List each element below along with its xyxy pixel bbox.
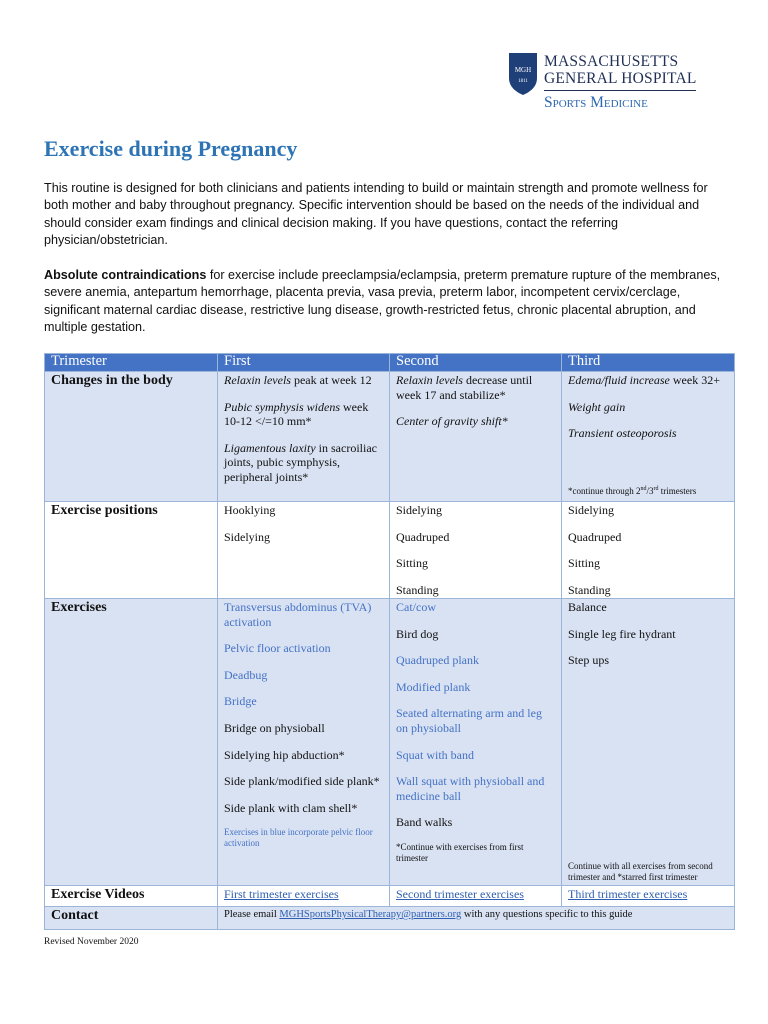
exercise-item: Transversus abdominus (TVA) activation (224, 600, 372, 629)
page-title: Exercise during Pregnancy (44, 136, 298, 161)
exercise-item: Band walks (396, 815, 453, 830)
contact-cell: Please email MGHSportsPhysicalTherapy@partners.org with any questions specific to this guide (218, 907, 735, 930)
exercises-third (562, 599, 735, 886)
row-positions (45, 502, 735, 599)
row-videos (45, 886, 735, 907)
exercise-item: Pelvic floor activation (224, 641, 331, 656)
row-changes (45, 372, 735, 502)
exercises-second (390, 599, 562, 886)
exercises-third-note: Continue with all exercises from second trimester and *starred first trimester (568, 861, 713, 882)
exercises-first-note: Exercises in blue incorporate pelvic floor activation (224, 827, 373, 849)
table-header-row (45, 354, 735, 372)
contraindications-paragraph (44, 267, 734, 337)
videos-second-cell (390, 886, 562, 907)
revision-note: Revised November 2020 (44, 937, 139, 947)
contraindications-text: for exercise include preeclampsia/eclampsia, preterm premature rupture of the membranes, severe anemia, antepartum hemorrhage, placenta previa, vasa previa, preterm labor, incompetent cervix/cerclage, significant maternal cardiac disease, restrictive lung disease, growth-restricted fetus, chronic placental abruption, and multiple gestation. (44, 268, 721, 335)
trimester-table (44, 353, 735, 930)
exercise-item: Squat with band (396, 747, 474, 762)
exercise-item: Modified plank (396, 679, 471, 694)
changes-third-note: *continue through 2nd/3rd trimesters (568, 486, 697, 496)
exercise-item: Seated alternating arm and leg on physioball (396, 706, 542, 735)
header-second: Second (390, 354, 562, 372)
exercise-item: Bridge (224, 694, 257, 709)
exercises-second-note: *Continue with exercises from first trimester (396, 841, 524, 863)
exercise-item: Sidelying hip abduction* (224, 747, 345, 762)
row-label-positions: Exercise positions (45, 502, 218, 599)
seal-text: MGH (514, 66, 532, 74)
contraindications-label: Absolute contraindications (44, 268, 207, 282)
changes-first: Relaxin levels peak at week 12 Pubic symphysis widens week 10-12 </=10 mm* Ligamentous laxity in sacroiliac joints, pubic symphysis, peripheral joints* (218, 372, 390, 502)
exercise-item: Bridge on physioball (224, 720, 325, 735)
intro-paragraph: This routine is designed for both clinicians and patients intending to build or maintain strength and promote wellness for both mother and baby throughout pregnancy. Specific intervention should be based on the needs of the individual and should consider exam findings and clinical decision making. If you have questions, contact the referring physician/obstetrician. (44, 181, 708, 248)
header-trimester: Trimester (45, 354, 218, 372)
mgh-logo (508, 50, 708, 116)
positions-second: Sidelying Quadruped Sitting Standing (390, 502, 562, 599)
header-third: Third (562, 354, 735, 372)
exercise-item: Cat/cow (396, 600, 436, 614)
mgh-shield-icon (508, 52, 538, 96)
changes-third: Edema/fluid increase week 32+ Weight gain Transient osteoporosis *continue through 2nd/3rd trimesters (562, 372, 735, 502)
positions-first: Hooklying Sidelying (218, 502, 390, 599)
exercise-item: Balance (568, 600, 607, 614)
row-label-exercises: Exercises (45, 599, 218, 886)
row-label-contact: Contact (45, 907, 218, 930)
row-label-videos: Exercise Videos (45, 886, 218, 907)
logo-divider (544, 90, 696, 91)
row-contact (45, 907, 735, 930)
videos-first-cell (218, 886, 390, 907)
contact-email-link[interactable]: MGHSportsPhysicalTherapy@partners.org (279, 909, 462, 920)
logo-line-1: MASSACHUSETTS (544, 53, 679, 70)
exercise-item: Single leg fire hydrant (568, 626, 676, 641)
logo-line-2: GENERAL HOSPITAL (544, 70, 697, 87)
row-exercises (45, 599, 735, 886)
header-first: First (218, 354, 390, 372)
positions-third: Sidelying Quadruped Sitting Standing (562, 502, 735, 599)
exercise-item: Side plank with clam shell* (224, 800, 358, 815)
exercise-item: Step ups (568, 653, 610, 668)
second-trimester-link[interactable]: Second trimester exercises (396, 887, 524, 901)
exercises-first (218, 599, 390, 886)
videos-third-cell (562, 886, 735, 907)
first-trimester-link[interactable]: First trimester exercises (224, 887, 339, 901)
changes-second: Relaxin levels decrease until week 17 and stabilize* Center of gravity shift* (390, 372, 562, 502)
exercise-item: Deadbug (224, 667, 268, 682)
exercise-item: Bird dog (396, 626, 439, 641)
exercise-item: Quadruped plank (396, 653, 479, 668)
seal-year: 1811 (518, 79, 528, 84)
third-trimester-link[interactable]: Third trimester exercises (568, 887, 688, 901)
exercise-item: Wall squat with physioball and medicine ball (396, 774, 545, 803)
exercise-item: Side plank/modified side plank* (224, 774, 380, 789)
logo-line-3: Sports Medicine (544, 94, 648, 111)
row-label-changes: Changes in the body (45, 372, 218, 502)
